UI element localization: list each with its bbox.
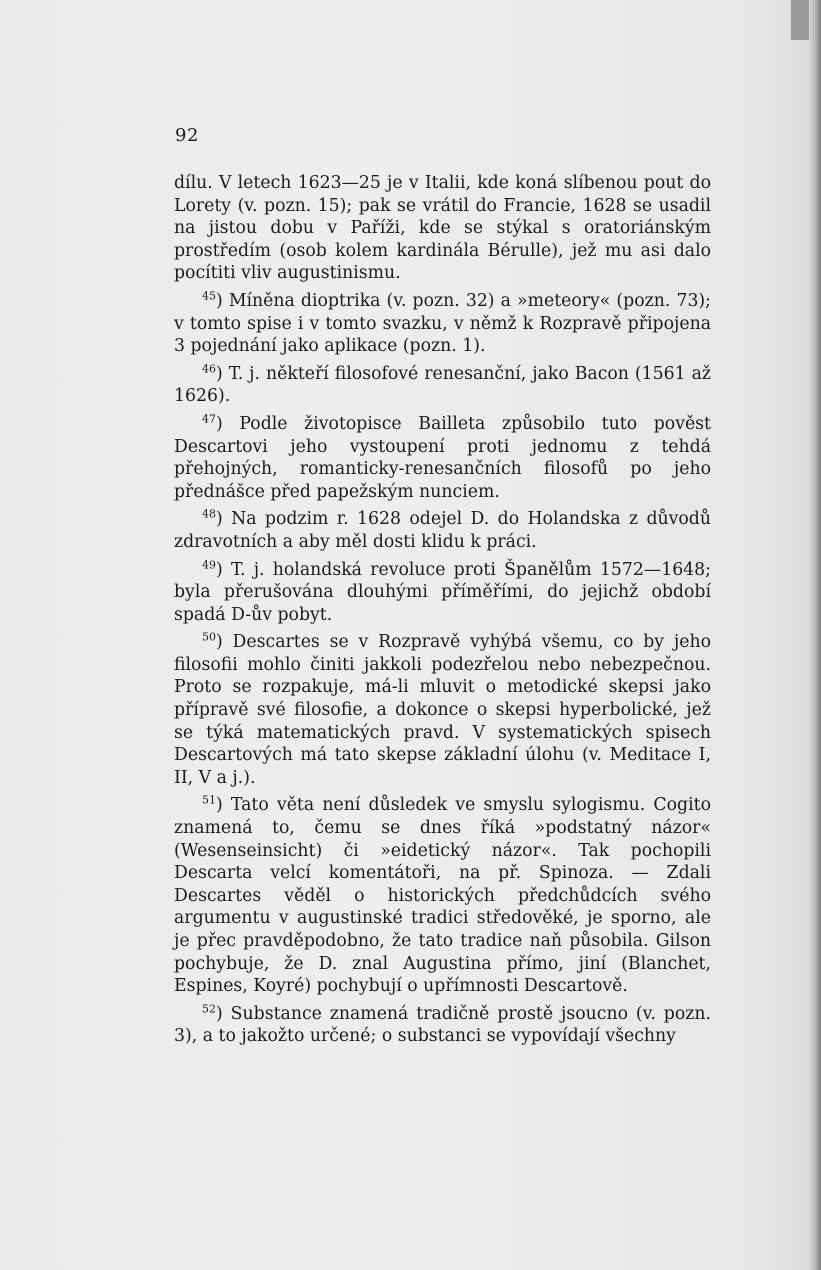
footnote-45 [174,290,711,358]
page-number: 92 [175,125,199,146]
footnote-text: ) Descartes se v Rozpravě vyhýbá všemu, co by jeho filosofii mohlo činiti jakkoli podezřelou nebo nebezpečnou. Proto se rozpakuje, má-li mluvit o metodické skepsi jako přípravě své filosofie, a dokonce o skepsi hyperbolické, jež se týká matematických pravd. V systematických spisech Descartových má tato skepse základní úlohu (v. Meditace I, II, V a j.). [174,632,711,788]
footnote-50 [174,631,711,789]
paragraph-continuation [174,172,711,285]
footnote-48 [174,508,711,553]
footnote-47 [174,413,711,503]
footnote-number: 51 [202,793,216,807]
footnote-number: 47 [202,412,216,426]
paragraph-text: dílu. V letech 1623—25 je v Italii, kde koná slíbenou pout do Lorety (v. pozn. 15); pak se vrátil do Francie, 1628 se usadil na jistou dobu v Paříži, kde se stýkal s oratoriánským prostředím (osob kolem kardinála Bérulle), jež mu asi dalo pocítiti vliv augustinismu. [174,173,711,284]
footnote-number: 49 [202,557,216,571]
footnote-number: 45 [202,289,216,303]
footnote-text: ) T. j. holandská revoluce proti Španělům 1572—1648; byla přerušována dlouhými příměřími, do jejichž období spadá D-ův pobyt. [174,559,711,625]
footnote-51 [174,794,711,997]
footnote-text: ) T. j. někteří filosofové renesanční, jako Bacon (1561 až 1626). [174,363,711,407]
footnote-46 [174,363,711,408]
footnote-number: 48 [202,507,216,521]
footnote-number: 50 [202,630,216,644]
footnote-text: ) Substance znamená tradičně prostě jsoucno (v. pozn. 3), a to jakožto určené; o substanci se vypovídají všechny [174,1003,711,1047]
footnote-52 [174,1003,711,1048]
footnote-text: ) Tato věta není důsledek ve smyslu sylogismu. Cogito znamená to, čemu se dnes říká »podstatný názor« (Wesenseinsicht) či »eidetický názor«. Tak pochopili Descarta velcí komentátoři, na př. Spinoza. — Zdali Descartes věděl o historických předchůdcích svého argumentu v augustinské tradici středověké, je sporno, ale je přec pravděpodobno, že tato tradice naň působila. Gilson pochybuje, že D. znal Augustina přímo, jiní (Blanchet, Espines, Koyré) pochybují o upřímnosti Descartově. [174,795,711,997]
footnote-49 [174,559,711,627]
footnotes-text [174,172,711,1048]
footnote-text: ) Míněna dioptrika (v. pozn. 32) a »meteory« (pozn. 73); v tomto spise i v tomto svazku, v němž k Rozpravě připojena 3 pojednání jako aplikace (pozn. 1). [174,290,711,357]
page-right-edge [809,0,821,1270]
footnote-text: ) Na podzim r. 1628 odejel D. do Holandska z důvodů zdravotních a aby měl dosti klidu k práci. [174,509,711,552]
footnote-number: 46 [202,362,216,376]
footnote-number: 52 [202,1002,216,1016]
footnote-text: ) Podle životopisce Bailleta způsobilo tuto pověst Descartovi jeho vystoupení proti jednomu z tehdá přehojných, romanticky-renesančních filosofů po jeho přednášce před papežským nunciem. [174,413,711,502]
